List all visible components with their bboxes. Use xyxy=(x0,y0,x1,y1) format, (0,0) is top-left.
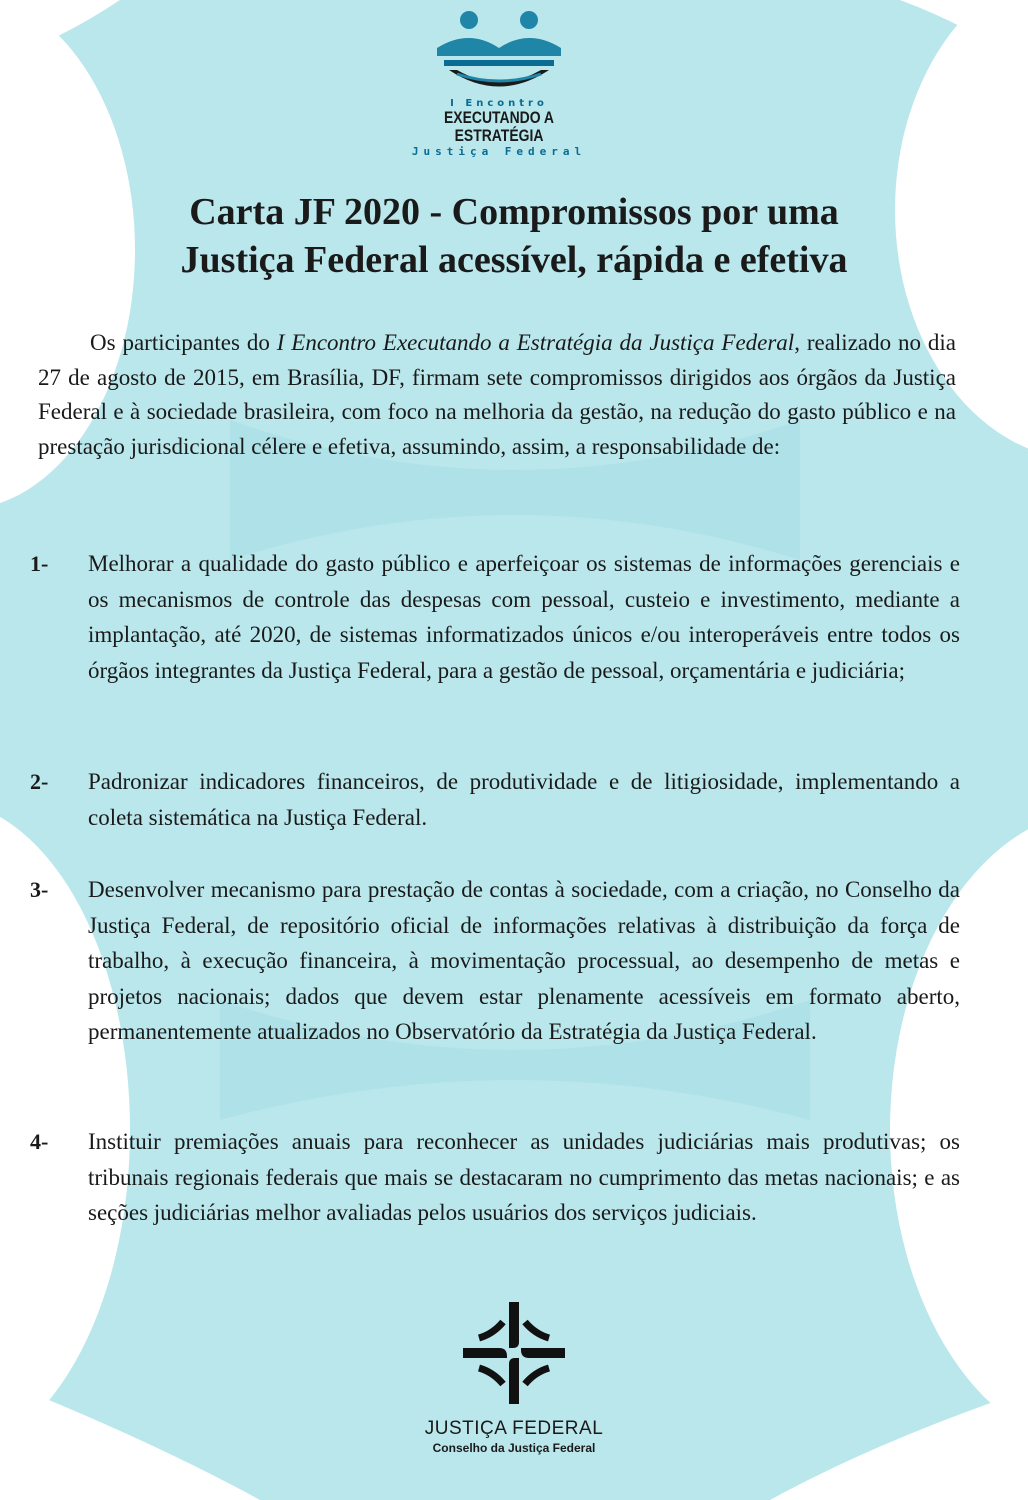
title-line-1: Carta JF 2020 - Compromissos por uma xyxy=(189,191,839,233)
commitment-text: Instituir premiações anuais para reconhecer as unidades judiciárias mais produtivas; os tribunais regionais federais que mais se destacaram no cumprimento das metas nacionais; e as seções judiciárias melhor avaliadas pelos usuários dos serviços judiciais. xyxy=(88,1129,960,1225)
logo-line-justica: Justiça Federal xyxy=(411,145,587,158)
event-logo-icon xyxy=(429,8,569,94)
logo-line-encontro: I Encontro xyxy=(450,98,548,109)
commitment-text: Melhorar a qualidade do gasto público e aperfeiçoar os sistemas de informações gerenciais e os mecanismos de controle das despesas com pessoal, custeio e investimento, mediante a implantação, até 2020, de sistemas informatizados únicos e/ou interoperáveis entre todos os órgãos integrantes da Justiça Federal, para a gestão de pessoal, orçamentária e judiciária; xyxy=(88,551,960,683)
logo-line-executando: EXECUTANDO A ESTRATÉGIA xyxy=(444,108,554,145)
footer-title: JUSTIÇA FEDERAL xyxy=(424,1418,604,1439)
commitment-number: 2- xyxy=(30,769,49,794)
commitment-text: Padronizar indicadores financeiros, de produtividade e de litigiosidade, implementando a coleta sistemática na Justiça Federal. xyxy=(88,769,960,830)
cjf-logo xyxy=(404,1298,624,1468)
commitment-number: 3- xyxy=(30,877,49,902)
event-logo xyxy=(384,8,614,158)
intro-lead: Os participantes do xyxy=(90,330,277,355)
commitment-number: 4- xyxy=(30,1129,49,1154)
commitment-number: 1- xyxy=(30,551,49,576)
commitment-text: Desenvolver mecanismo para prestação de contas à sociedade, com a criação, no Conselho da Justiça Federal, de repositório oficial de informações relativas à distribuição da força de trabalho, à execução financeira, à movimentação processual, ao desempenho de metas e projetos nacionais; dados que devem estar plenamente acessíveis em formato aberto, permanentemente atualizados no Observatório da Estratégia da Justiça Federal. xyxy=(88,877,960,1044)
document-title xyxy=(60,188,968,284)
title-line-2: Justiça Federal acessível, rápida e efetiva xyxy=(180,239,848,281)
intro-event-name: I Encontro Executando a Estratégia da Justiça Federal xyxy=(276,330,795,355)
footer-subtitle: Conselho da Justiça Federal xyxy=(432,1441,596,1455)
cjf-emblem-icon xyxy=(459,1298,569,1408)
intro-paragraph xyxy=(38,326,956,464)
intro-rest: , realizado no dia 27 de agosto de 2015, em Brasília, DF, firmam sete compromissos dirigidos aos órgãos da Justiça Federal e à sociedade brasileira, com foco na melhoria da gestão, na redução do gasto público e na prestação jurisdicional célere e efetiva, assumindo, assim, a responsabilidade de: xyxy=(38,330,956,459)
